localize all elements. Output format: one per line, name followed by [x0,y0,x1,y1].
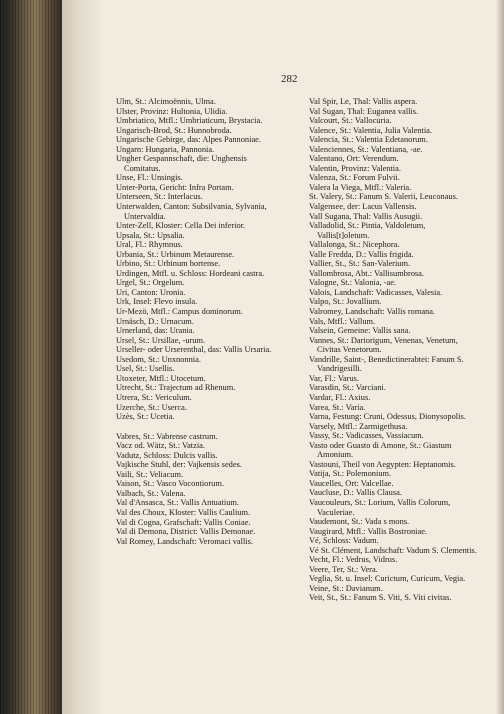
dictionary-entry: Val Spir, Le, Thal: Vallis aspera. [309,97,418,106]
dictionary-entry: Vabres, St.: Vabrense castrum. [116,431,218,441]
dictionary-entry: Upsala, St.: Upsalia. [116,230,185,240]
dictionary-entry: Unter-Porta, Gericht: Infra Portam. [116,182,234,192]
dictionary-entry: Vassy, St.: Vadicasses, Vassiacum. [309,431,424,441]
dictionary-entry: Ungher Gespannschaft, die: Unghensis Comitatus. [116,154,247,173]
dictionary-entry: Val Romey, Landschaft: Veromaci vallis. [116,536,253,546]
dictionary-entry: Veere, Ter, St.: Vera. [309,564,378,574]
dictionary-entry: Valera la Viega, Mtfl.: Valeria. [309,182,412,192]
page-number: 282 [281,73,298,85]
left-page-edge [0,0,62,714]
dictionary-entry: Vandrille, Saint-, Benedictinerabtei: Fanum S. Vandrigesilli. [309,354,464,374]
dictionary-entry: Vé St. Clément, Landschaft: Vadum S. Clementis. [309,545,477,555]
dictionary-entry: Valentin, Provinz: Valentia. [309,163,401,173]
left-column-section-v [116,432,285,547]
dictionary-entry: Unterwalden, Canton: Subsilvania, Sylvania, Untervaldia. [116,202,267,221]
dictionary-entry: Vasto oder Guasto di Amone, St.: Giastum Amonium. [309,440,452,460]
dictionary-entry: Vaucelles, Ort: Valcellae. [309,478,394,488]
dictionary-entry: Valsein, Gemeine: Vallis sana. [309,326,411,336]
dictionary-entry: Vallalonga, St.: Nicephora. [309,240,400,250]
dictionary-entry: Val des Choux, Kloster: Vallis Caulium. [116,507,251,517]
right-column-entries [309,97,479,603]
dictionary-entry: Var, Fl.: Varus. [309,373,359,383]
dictionary-entry: Valromey, Landschaft: Vallis romana. [309,307,436,317]
dictionary-entry: Valencia, St.: Valentia Edetanorum. [309,135,428,145]
dictionary-entry: Varea, St.: Varia. [309,402,366,412]
dictionary-entry: Ur-Mezö, Mtfl.: Campus dominorum. [116,307,243,317]
dictionary-entry: Varsely, Mtfl.: Zarmigethusa. [309,421,408,431]
dictionary-entry: Varasdin, St.: Varciani. [309,383,386,393]
dictionary-entry: Uzès, St.: Ucetia. [116,412,175,422]
dictionary-entry: Vaison, St.: Vasco Vocontiorum. [116,479,224,489]
dictionary-entry: Valois, Landschaft: Vadicasses, Valesia. [309,287,443,297]
dictionary-entry: Vals, Mtfl.: Vallum. [309,316,376,326]
dictionary-entry: Valbach, St.: Valena. [116,488,186,498]
dictionary-entry: Urbania, St.: Urbinum Metaurense. [116,249,235,259]
left-column [116,97,285,546]
dictionary-entry: Vaudemont, St.: Vada s mons. [309,517,410,527]
dictionary-entry: Ungarische Gebirge, das: Alpes Pannoniae. [116,135,261,145]
dictionary-entry: Valentano, Ort: Verendum. [309,154,399,164]
dictionary-entry: Valenciennes, St.: Valentiana, -ae. [309,144,423,154]
dictionary-entry: Vadutz, Schloss: Dulcis vallis. [116,450,218,460]
dictionary-entry: Usel, St.: Usellis. [116,364,175,374]
dictionary-entry: Valle Fredda, D.: Vallis frigida. [309,249,414,259]
dictionary-entry: Vaucouleurs, St.: Lorium, Vallis Colorum, Vaculeriae. [309,497,451,517]
dictionary-entry: Valenza, St.: Forum Fulvii. [309,173,400,183]
dictionary-entry: Veglia, St. u. Insel: Curictum, Curicum, Vegia. [309,574,466,584]
dictionary-entry: Utoxeter, Mtfl.: Utocetum. [116,373,206,383]
dictionary-entry: Vardar, Fl.: Axius. [309,392,371,402]
dictionary-entry: Ulster, Provinz: Hultonia, Ulidia. [116,106,228,116]
book-gutter [62,0,102,714]
dictionary-entry: Unterseen, St.: Interlacus. [116,192,203,202]
dictionary-entry: Vacz od. Wätz, St.: Vatzia. [116,441,205,451]
dictionary-entry: Vallier, St., St.: San-Valerium. [309,259,411,269]
dictionary-entry: Vaili, St.: Veliacum. [116,469,184,479]
dictionary-entry: Valgensee, der: Lacus Vallensis. [309,202,417,212]
dictionary-entry: Vaucluse, D.: Vallis Clausa. [309,488,402,498]
dictionary-entry: Val d'Ansasca, St.: Vallis Antuatium. [116,498,240,508]
dictionary-entry: Vé, Schloss: Vadum. [309,536,379,546]
dictionary-entry: Valence, St.: Valentia, Julia Valentia. [309,125,432,135]
dictionary-entry: Urdingen, Mtfl. u. Schloss: Hordeani castra. [116,268,265,278]
left-column-section-u [116,97,285,422]
dictionary-entry: Utrecht, St.: Trajectum ad Rhenum. [116,383,236,393]
dictionary-entry: Veine, St.: Davianum. [309,583,383,593]
dictionary-entry: Ursel, St.: Ursillae, -urum. [116,335,206,345]
dictionary-entry: Vall Sugana, Thal: Vallis Ausugii. [309,211,423,221]
dictionary-entry: Vatija, St.: Polemonium. [309,469,392,479]
dictionary-entry: Veit, St., St.: Fanum S. Viti, S. Viti civitas. [309,593,452,603]
dictionary-entry: Urgel, St.: Orgelum. [116,278,185,288]
dictionary-entry: Usedom, St.: Unxnonnia. [116,354,201,364]
dictionary-entry: Vajkische Stuhl, der: Vajkensis sedes. [116,460,242,470]
dictionary-entry: Valcourt, St.: Vallocuria. [309,116,392,126]
dictionary-entry: Valladolid, St.: Pintia, Valdoletum, Vallis[t]oletum. [309,221,426,240]
dictionary-entry: Valpo, St.: Jovallium. [309,297,382,307]
dictionary-entry: Unter-Zell, Kloster: Cella Dei inferior. [116,221,246,231]
section-gap [116,422,285,432]
dictionary-entry: Varna, Festung: Cruni, Odessus, Dionysopolis. [309,412,466,422]
dictionary-entry: Urnäsch, D.: Urnacum. [116,316,194,326]
dictionary-entry: Uri, Canton: Uronia. [116,287,186,297]
dictionary-entry: Vastouni, Theil von Aegypten: Heptanomis. [309,459,456,469]
dictionary-entry: Unse, Fl.: Unsingis. [116,173,183,183]
dictionary-entry: Urnerland, das: Urania. [116,326,195,336]
right-column [309,97,479,603]
dictionary-entry: St. Valery, St.: Fanum S. Valerii, Leuconaus. [309,192,458,202]
dictionary-entry: Val di Demona, District: Vallis Demonae. [116,527,256,537]
dictionary-entry: Ungarisch-Brod, St.: Hunnobroda. [116,125,232,135]
dictionary-entry: Vaugirard, Mtfl.: Vallis Bostroniae. [309,526,428,536]
dictionary-entry: Ulm, St.: Alcimoënnis, Ulma. [116,97,216,106]
dictionary-entry: Ungarn: Hungaria, Pannonia. [116,144,215,154]
dictionary-entry: Ural, Fl.: Rhymnus. [116,240,183,250]
dictionary-entry: Valogne, St.: Valonia, -ae. [309,278,397,288]
dictionary-entry: Urbino, St.: Urbinum hortense. [116,259,221,269]
dictionary-entry: Uzerche, St.: Userca. [116,402,187,412]
dictionary-entry: Vecht, Fl.: Vedrus, Vidrus. [309,555,398,565]
dictionary-entry: Val Sugan, Thal: Euganea vallis. [309,106,419,116]
dictionary-entry: Urk, Insel: Flevo insula. [116,297,198,307]
dictionary-entry: Umbriatico, Mtfl.: Umbriaticum, Brystacia. [116,116,263,126]
dictionary-entry: Utrera, St.: Vericulum. [116,392,192,402]
dictionary-entry: Vallombrosa, Abt.: Vallisumbrosa. [309,268,424,278]
dictionary-entry: Vannes, St.: Dariorigum, Venenas, Venetum, Civitas Venetorum. [309,335,458,355]
page-edge-shadow [496,0,504,714]
dictionary-entry: Val di Cogna, Grafschaft: Vallis Coniae. [116,517,251,527]
dictionary-entry: Urseller- oder Urserenthal, das: Vallis Ursaria. [116,345,272,355]
